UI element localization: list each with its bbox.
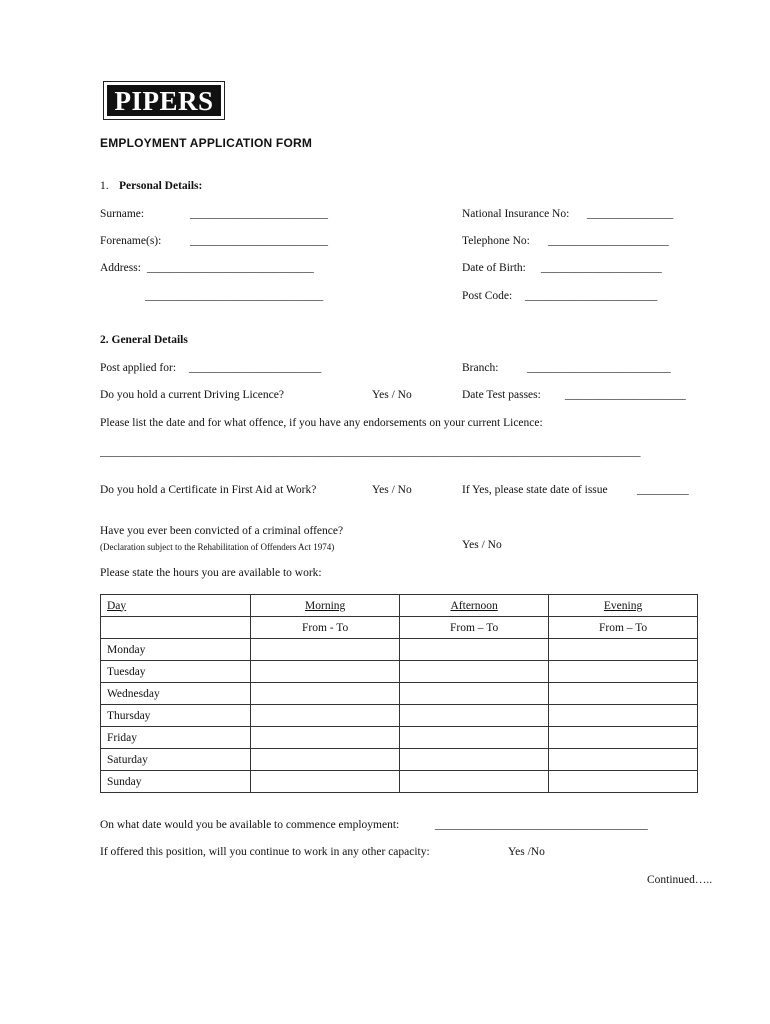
other-work-question: If offered this position, will you continue to work in any other capacity:	[100, 846, 430, 858]
table-row	[101, 639, 698, 661]
day-cell: Wednesday	[101, 683, 251, 705]
pipers-logo	[103, 81, 225, 120]
afternoon-cell[interactable]	[400, 705, 549, 727]
day-cell: Saturday	[101, 749, 251, 771]
morning-cell[interactable]	[251, 705, 400, 727]
afternoon-cell[interactable]	[400, 749, 549, 771]
section2-heading: 2. General Details	[100, 334, 188, 346]
table-row	[101, 683, 698, 705]
criminal-note: (Declaration subject to the Rehabilitation of Offenders Act 1974)	[100, 542, 335, 552]
table-subheader-row	[101, 617, 698, 639]
table-row	[101, 705, 698, 727]
address-label: Address:	[100, 262, 141, 274]
test-date-field[interactable]: _____________________	[565, 389, 686, 401]
table-row	[101, 749, 698, 771]
header-evening: Evening	[549, 595, 698, 617]
postcode-field[interactable]: _______________________	[525, 290, 658, 302]
evening-cell[interactable]	[549, 705, 698, 727]
address-field[interactable]: _____________________________	[147, 262, 314, 274]
hours-table	[100, 594, 698, 793]
branch-label: Branch:	[462, 362, 499, 374]
section1-heading: Personal Details:	[119, 180, 203, 192]
criminal-yes-no[interactable]: Yes / No	[462, 539, 502, 551]
first-aid-date-field[interactable]: _________	[637, 484, 689, 496]
table-row	[101, 727, 698, 749]
afternoon-cell[interactable]	[400, 639, 549, 661]
morning-cell[interactable]	[251, 639, 400, 661]
day-cell: Monday	[101, 639, 251, 661]
driving-licence-yes-no[interactable]: Yes / No	[372, 389, 412, 401]
evening-cell[interactable]	[549, 683, 698, 705]
ni-label: National Insurance No:	[462, 208, 570, 220]
dob-field[interactable]: _____________________	[541, 262, 662, 274]
page-title: EMPLOYMENT APPLICATION FORM	[100, 136, 313, 150]
commence-question: On what date would you be available to commence employment:	[100, 819, 400, 831]
hours-prompt: Please state the hours you are available to work:	[100, 567, 322, 579]
address-field-line2[interactable]: _______________________________	[145, 290, 324, 302]
evening-cell[interactable]	[549, 749, 698, 771]
other-work-yes-no[interactable]: Yes /No	[508, 846, 545, 858]
afternoon-cell[interactable]	[400, 683, 549, 705]
continued-label: Continued…..	[647, 874, 713, 886]
first-aid-yes-no[interactable]: Yes / No	[372, 484, 412, 496]
evening-cell[interactable]	[549, 727, 698, 749]
header-day: Day	[101, 595, 251, 617]
forename-label: Forename(s):	[100, 235, 162, 247]
endorsement-field[interactable]: ______________________________________________________________________________________________	[100, 446, 641, 458]
logo-text: PIPERS	[107, 85, 221, 116]
driving-licence-question: Do you hold a current Driving Licence?	[100, 389, 284, 401]
telephone-label: Telephone No:	[462, 235, 530, 247]
morning-cell[interactable]	[251, 749, 400, 771]
subheader-afternoon: From – To	[400, 617, 549, 639]
morning-cell[interactable]	[251, 661, 400, 683]
forename-field[interactable]: ________________________	[190, 235, 328, 247]
header-afternoon: Afternoon	[400, 595, 549, 617]
endorsement-prompt: Please list the date and for what offence, if you have any endorsements on your current Licence:	[100, 417, 543, 429]
header-morning: Morning	[251, 595, 400, 617]
morning-cell[interactable]	[251, 727, 400, 749]
criminal-question: Have you ever been convicted of a criminal offence?	[100, 525, 344, 537]
morning-cell[interactable]	[251, 771, 400, 793]
surname-field[interactable]: ________________________	[190, 208, 328, 220]
subheader-evening: From – To	[549, 617, 698, 639]
commence-field[interactable]: _____________________________________	[435, 819, 648, 831]
first-aid-question: Do you hold a Certificate in First Aid at Work?	[100, 484, 317, 496]
test-date-label: Date Test passes:	[462, 389, 541, 401]
post-field[interactable]: _______________________	[189, 362, 322, 374]
afternoon-cell[interactable]	[400, 771, 549, 793]
table-row	[101, 661, 698, 683]
table-row	[101, 771, 698, 793]
table-header-row	[101, 595, 698, 617]
day-cell: Tuesday	[101, 661, 251, 683]
day-cell: Thursday	[101, 705, 251, 727]
branch-field[interactable]: _________________________	[527, 362, 671, 374]
postcode-label: Post Code:	[462, 290, 513, 302]
section1-heading-number: 1.	[100, 180, 109, 192]
post-label: Post applied for:	[100, 362, 177, 374]
day-cell: Sunday	[101, 771, 251, 793]
evening-cell[interactable]	[549, 771, 698, 793]
subheader-morning: From - To	[251, 617, 400, 639]
evening-cell[interactable]	[549, 639, 698, 661]
telephone-field[interactable]: _____________________	[548, 235, 669, 247]
first-aid-date-label: If Yes, please state date of issue	[462, 484, 608, 496]
afternoon-cell[interactable]	[400, 727, 549, 749]
dob-label: Date of Birth:	[462, 262, 526, 274]
day-cell: Friday	[101, 727, 251, 749]
morning-cell[interactable]	[251, 683, 400, 705]
subheader-day	[101, 617, 251, 639]
afternoon-cell[interactable]	[400, 661, 549, 683]
ni-field[interactable]: _______________	[587, 208, 674, 220]
surname-label: Surname:	[100, 208, 145, 220]
evening-cell[interactable]	[549, 661, 698, 683]
